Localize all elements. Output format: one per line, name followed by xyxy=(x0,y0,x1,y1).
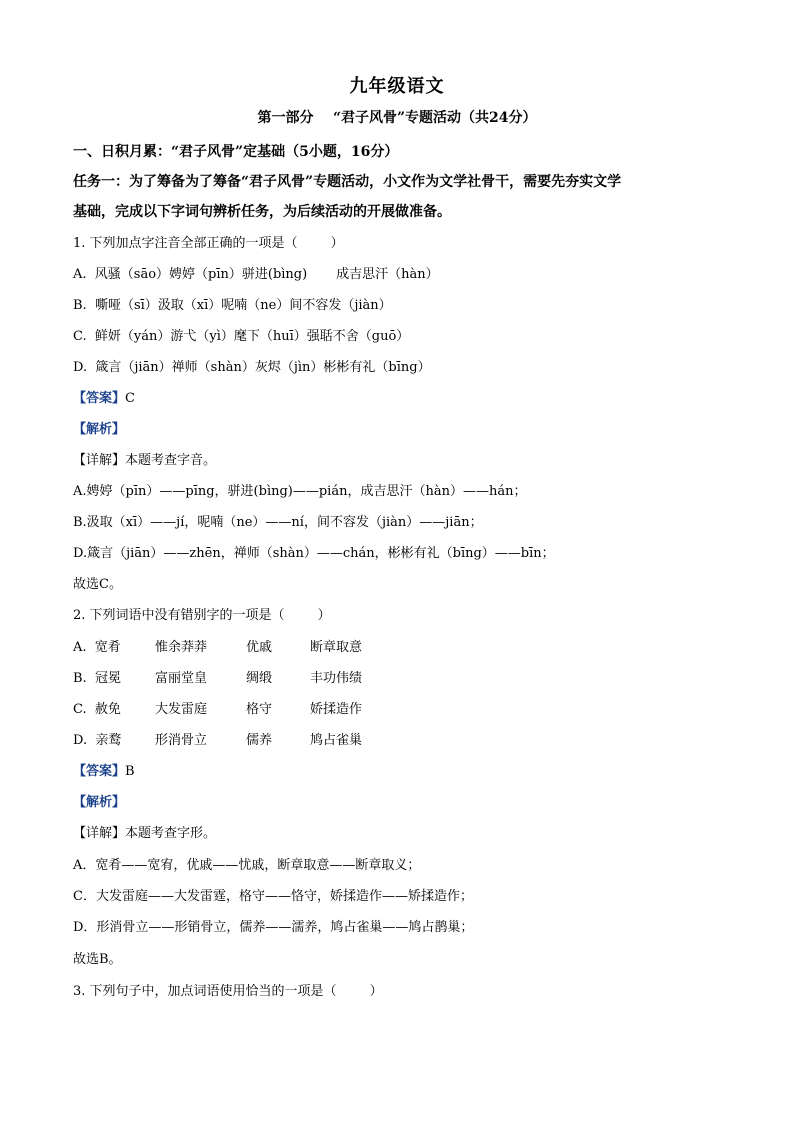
question-1-conclusion: 故选C。 xyxy=(73,577,122,592)
question-2-option-a-word-3: 优戚 xyxy=(246,640,273,655)
question-1-option-b: B. 嘶哑（sī）汲取（xī）呢喃（ne）间不容发（jiàn） xyxy=(73,298,392,313)
question-1-detail-b: B.汲取（xī）——jí，呢喃（ne）——ní，间不容发（jiàn）——jiān； xyxy=(73,515,483,530)
question-2-option-b-word-1: B. 冠冕 xyxy=(73,671,121,686)
answer-value: C xyxy=(125,391,135,406)
question-2-option-d-word-1: D. 亲鹜 xyxy=(73,733,122,748)
answer-tag: 【答案】 xyxy=(73,391,126,406)
question-2-detail-c: C．大发雷庭——大发雷霆，格守——恪守，娇揉造作——矫揉造作； xyxy=(73,889,473,904)
analysis-tag: 【解析】 xyxy=(73,422,126,437)
section-heading: 一、日积月累：“君子风骨”定基础（5小题，16分） xyxy=(73,144,399,160)
question-2-stem: 2. 下列词语中没有错别字的一项是（ ） xyxy=(73,608,331,623)
question-2-conclusion: 故选B。 xyxy=(73,952,122,967)
question-2-option-b-word-3: 绸缎 xyxy=(246,671,273,686)
question-2-option-a-word-1: A. 宽肴 xyxy=(73,640,121,655)
question-2-detail-d: D．形消骨立——形销骨立，儒养——濡养，鸠占雀巢——鸠占鹊巢； xyxy=(73,920,474,935)
question-2-analysis xyxy=(73,793,125,813)
detail-tag: 【详解】 xyxy=(73,453,126,468)
detail-text: 本题考查字形。 xyxy=(125,826,217,841)
part-subtitle: 第一部分 “君子风骨”专题活动（共24分） xyxy=(257,110,537,126)
question-1-detail xyxy=(73,451,216,471)
question-1-option-d: D. 箴言（jiān）禅师（shàn）灰烬（jìn）彬彬有礼（bīng） xyxy=(73,360,431,375)
question-2-option-c-word-3: 格守 xyxy=(246,702,273,717)
question-2-option-b-word-4: 丰功伟绩 xyxy=(310,671,363,686)
question-2-detail xyxy=(73,824,216,844)
task-description-line-2: 基础，完成以下字词句辨析任务，为后续活动的开展做准备。 xyxy=(73,204,451,220)
question-2-option-d-word-3: 儒养 xyxy=(246,733,273,748)
question-2-option-a-word-4: 断章取意 xyxy=(310,640,363,655)
question-2-option-a-word-2: 惟余莽莽 xyxy=(155,640,208,655)
question-3-stem: 3. 下列句子中，加点词语使用恰当的一项是（ ） xyxy=(73,984,383,999)
question-2-option-d-word-4: 鸠占雀巢 xyxy=(310,733,363,748)
question-1-stem: 1. 下列加点字注音全部正确的一项是（ ） xyxy=(73,236,344,251)
question-2-answer xyxy=(73,762,135,782)
question-2-option-c-word-4: 娇揉造作 xyxy=(310,702,363,717)
detail-tag: 【详解】 xyxy=(73,826,126,841)
page-title: 九年级语文 xyxy=(349,76,445,97)
question-1-detail-d: D.箴言（jiān）——zhēn，禅师（shàn）——chán，彬彬有礼（bīng）——bīn； xyxy=(73,546,555,561)
question-1-analysis xyxy=(73,420,125,440)
task-description-line-1: 任务一：为了筹备为了筹备“君子风骨”专题活动，小文作为文学社骨干，需要先夯实文学 xyxy=(73,174,622,190)
question-2-option-c-word-1: C. 赦免 xyxy=(73,702,121,717)
detail-text: 本题考查字音。 xyxy=(125,453,217,468)
question-1-option-c: C. 鲜妍（yán）游弋（yì）麾下（huī）强聒不舍（guō） xyxy=(73,329,410,344)
question-2-option-b-word-2: 富丽堂皇 xyxy=(155,671,208,686)
question-1-answer xyxy=(73,389,135,409)
question-2-detail-a: A．宽肴——宽宥，优戚——忧戚，断章取意——断章取义； xyxy=(73,858,421,873)
answer-tag: 【答案】 xyxy=(73,764,126,779)
analysis-tag: 【解析】 xyxy=(73,795,126,810)
question-1-detail-a: A.娉婷（pīn）——pīng，骈进(bìng)——pián，成吉思汗（hàn）——hán； xyxy=(73,484,527,499)
question-1-option-a: A. 风骚（sāo）娉婷（pīn）骈进(bìng) 成吉思汗（hàn） xyxy=(73,267,439,282)
answer-value: B xyxy=(125,764,135,779)
question-2-option-c-word-2: 大发雷庭 xyxy=(155,702,208,717)
question-2-option-d-word-2: 形消骨立 xyxy=(155,733,208,748)
